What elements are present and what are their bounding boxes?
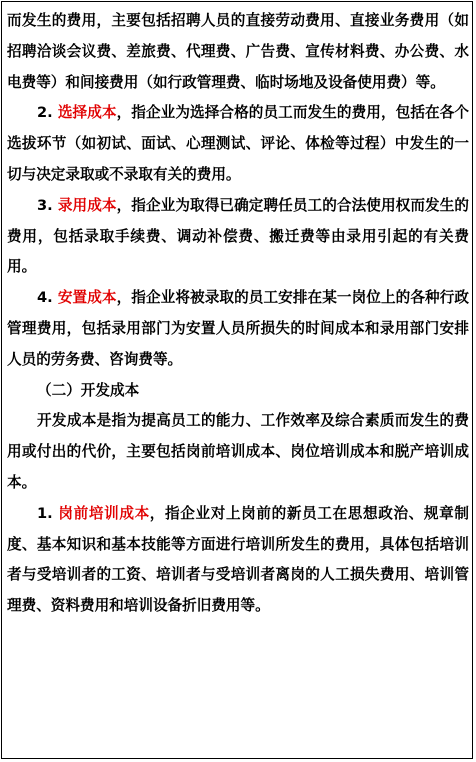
term-placement-cost: 安置成本 [57, 289, 117, 307]
paragraph-development-cost [7, 406, 469, 498]
item-number: 3. [37, 196, 53, 214]
item-number: 2. [37, 104, 53, 122]
paragraph-pre-job-training-cost [7, 499, 469, 622]
paragraph-text: ，指企业将被录取的员工安排在某一岗位上的各种行政管理费用，包括录用部门为安置人员所损失的时间成本和录用部门安排人员的劳务费、咨询费等。 [7, 289, 469, 368]
document-body [7, 6, 469, 622]
item-number: 1. [37, 504, 53, 522]
term-selection-cost: 选择成本 [57, 104, 117, 122]
paragraph-hiring-cost [7, 191, 469, 283]
section-heading-development-cost [7, 376, 469, 407]
term-pre-job-training-cost: 岗前培训成本 [58, 504, 150, 522]
section-heading-text: （二）开发成本 [37, 381, 140, 399]
paragraph-selection-cost [7, 98, 469, 190]
paragraph-placement-cost [7, 283, 469, 375]
item-number: 4. [37, 289, 53, 307]
term-hiring-cost: 录用成本 [57, 196, 117, 214]
paragraph-recruitment-cost-cont [7, 6, 469, 98]
paragraph-text: ，指企业对上岗前的新员工在思想政治、规章制度、基本知识和基本技能等方面进行培训所发生的费用，具体包括培训者与受培训者的工资、培训者与受培训者离岗的人工损失费用、培训管理费、资料费用和培训设备折旧费用等。 [7, 504, 469, 615]
paragraph-text: 开发成本是指为提高员工的能力、工作效率及综合素质而发生的费用或付出的代价，主要包括岗前培训成本、岗位培训成本和脱产培训成本。 [7, 412, 469, 491]
paragraph-text: ，指企业为取得已确定聘任员工的合法使用权而发生的费用，包括录取手续费、调动补偿费、搬迁费等由录用引起的有关费用。 [7, 196, 469, 276]
paragraph-text: 而发生的费用，主要包括招聘人员的直接劳动费用、直接业务费用（如招聘洽谈会议费、差旅费、代理费、广告费、宣传材料费、办公费、水电费等）和间接费用（如行政管理费、临时场地及设备使用费）等。 [7, 12, 469, 91]
paragraph-text: ，指企业为选择合格的员工而发生的费用，包括在各个选拔环节（如初试、面试、心理测试、评论、体检等过程）中发生的一切与决定录取或不录取有关的费用。 [7, 104, 469, 183]
